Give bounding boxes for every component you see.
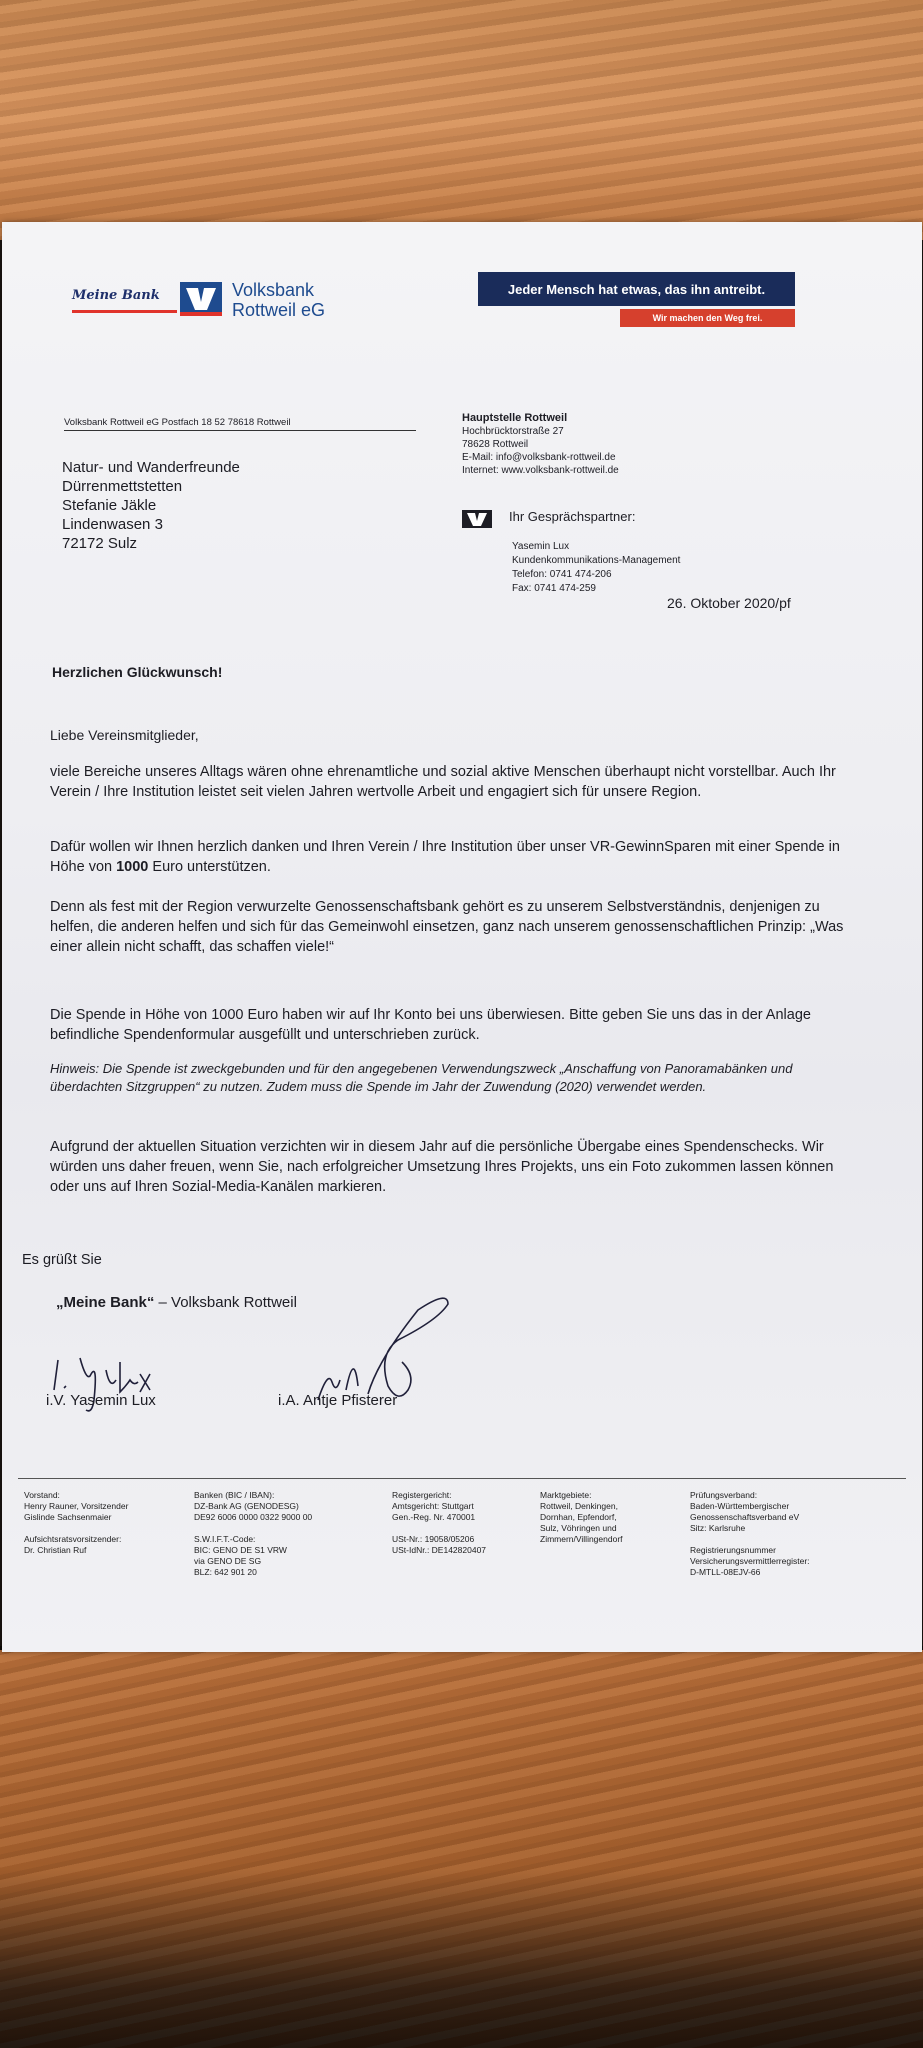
footer-market-areas: Marktgebiete: Rottweil, Denkingen, Dornhan, Epfendorf, Sulz, Vöhringen und Zimmern/Villingendorf	[540, 1490, 623, 1544]
vr-logo-icon	[180, 282, 222, 316]
headquarters-address: Hauptstelle Rottweil Hochbrücktorstraße 27 78628 Rottweil E-Mail: info@volksbank-rottweil.de Internet: www.volksbank-rottweil.de	[462, 412, 619, 476]
vr-contact-icon	[462, 510, 492, 528]
bank-signature-line: „Meine Bank“ – Volksbank Rottweil	[56, 1294, 297, 1311]
contact-details: Yasemin Lux Kundenkommunikations-Management Telefon: 0741 474-206 Fax: 0741 474-259	[512, 541, 681, 594]
signer-1-name: i.V. Yasemin Lux	[46, 1392, 156, 1409]
paragraph-4: Die Spende in Höhe von 1000 Euro haben wir auf Ihr Konto bei uns überwiesen. Bitte geben Sie uns das in der Anlage befindliche Spendenformular ausgefüllt und unterschrieben zurück.	[50, 1007, 811, 1043]
signer-2-name: i.A. Antje Pfisterer	[278, 1392, 398, 1409]
contact-heading: Ihr Gesprächspartner:	[509, 509, 636, 524]
footer-board: Vorstand: Henry Rauner, Vorsitzender Gislinde Sachsenmaier Aufsichtsratsvorsitzender: Dr. Christian Ruf	[24, 1490, 129, 1555]
slogan-banner: Jeder Mensch hat etwas, das ihn antreibt.	[478, 272, 795, 306]
letter-date: 26. Oktober 2020/pf	[667, 595, 791, 611]
footer-audit-association: Prüfungsverband: Baden-Württembergischer Genossenschaftsverband eV Sitz: Karlsruhe Registrierungsnummer Versicherungsvermittlerregister: D-MTLL-08EJV-66	[690, 1490, 810, 1577]
footer-bank-details: Banken (BIC / IBAN): DZ-Bank AG (GENODESG) DE92 6006 0000 0322 9000 00 S.W.I.F.T.-Code: BIC: GENO DE S1 VRW via GENO DE SG BLZ: 642 901 20	[194, 1490, 313, 1577]
letter-heading: Herzlichen Glückwunsch!	[52, 664, 223, 680]
closing: Es grüßt Sie	[22, 1252, 102, 1268]
wooden-table-top	[0, 0, 923, 240]
paragraph-3: Denn als fest mit der Region verwurzelte Genossenschaftsbank gehört es zu unserem Selbstverständnis, denjenigen zu helfen, die anderen helfen und sich für das Gemeinwohl einsetzen, ganz nach unserem genossenschaftlichen Prinzip: „Was einer allein nicht schafft, das schaffen viele!“	[50, 899, 844, 955]
meine-bank-wordmark: Meine Bank	[72, 288, 160, 303]
recipient-address: Natur- und Wanderfreunde Dürrenmettstetten Stefanie Jäkle Lindenwasen 3 72172 Sulz	[62, 459, 240, 552]
bank-name: Volksbank Rottweil eG	[232, 280, 326, 320]
paragraph-5: Aufgrund der aktuellen Situation verzichten wir in diesem Jahr auf die persönliche Übergabe eines Spendenschecks. Wir würden uns daher freuen, wenn Sie, nach erfolgreicher Umsetzung Ihres Projekts, uns ein Foto zukommen lassen können oder uns auf Ihren Sozial-Media-Kanälen markieren.	[50, 1139, 834, 1195]
donation-hint: Hinweis: Die Spende ist zweckgebunden und für den angegebenen Verwendungszweck „Anschaffung von Panoramabänken und überdachten Sitzgruppen“ zu nutzen. Zudem muss die Spende im Jahr der Zuwendung (2020) verwendet werden.	[50, 1061, 793, 1094]
wooden-table-bottom	[0, 1650, 923, 2048]
logo-underline	[72, 310, 177, 313]
letter-page	[2, 222, 922, 1652]
paragraph-2: Dafür wollen wir Ihnen herzlich danken und Ihren Verein / Ihre Institution über unser VR-GewinnSparen mit einer Spende in Höhe von 1000 Euro unterstützen.	[50, 839, 840, 875]
slogan-sub-banner: Wir machen den Weg frei.	[620, 309, 795, 327]
footer-divider	[18, 1478, 906, 1479]
sender-return-address: Volksbank Rottweil eG Postfach 18 52 78618 Rottweil	[64, 417, 416, 431]
salutation: Liebe Vereinsmitglieder,	[50, 727, 199, 743]
paragraph-1: viele Bereiche unseres Alltags wären ohne ehrenamtliche und sozial aktive Menschen überhaupt nicht vorstellbar. Auch Ihr Verein / Ihre Institution leistet seit vielen Jahren wertvolle Arbeit und engagiert sich für unsere Region.	[50, 764, 836, 800]
footer-register: Registergericht: Amtsgericht: Stuttgart Gen.-Reg. Nr. 470001 USt-Nr.: 19058/05206 USt-IdNr.: DE142820407	[392, 1490, 487, 1555]
bank-logo	[72, 280, 357, 322]
